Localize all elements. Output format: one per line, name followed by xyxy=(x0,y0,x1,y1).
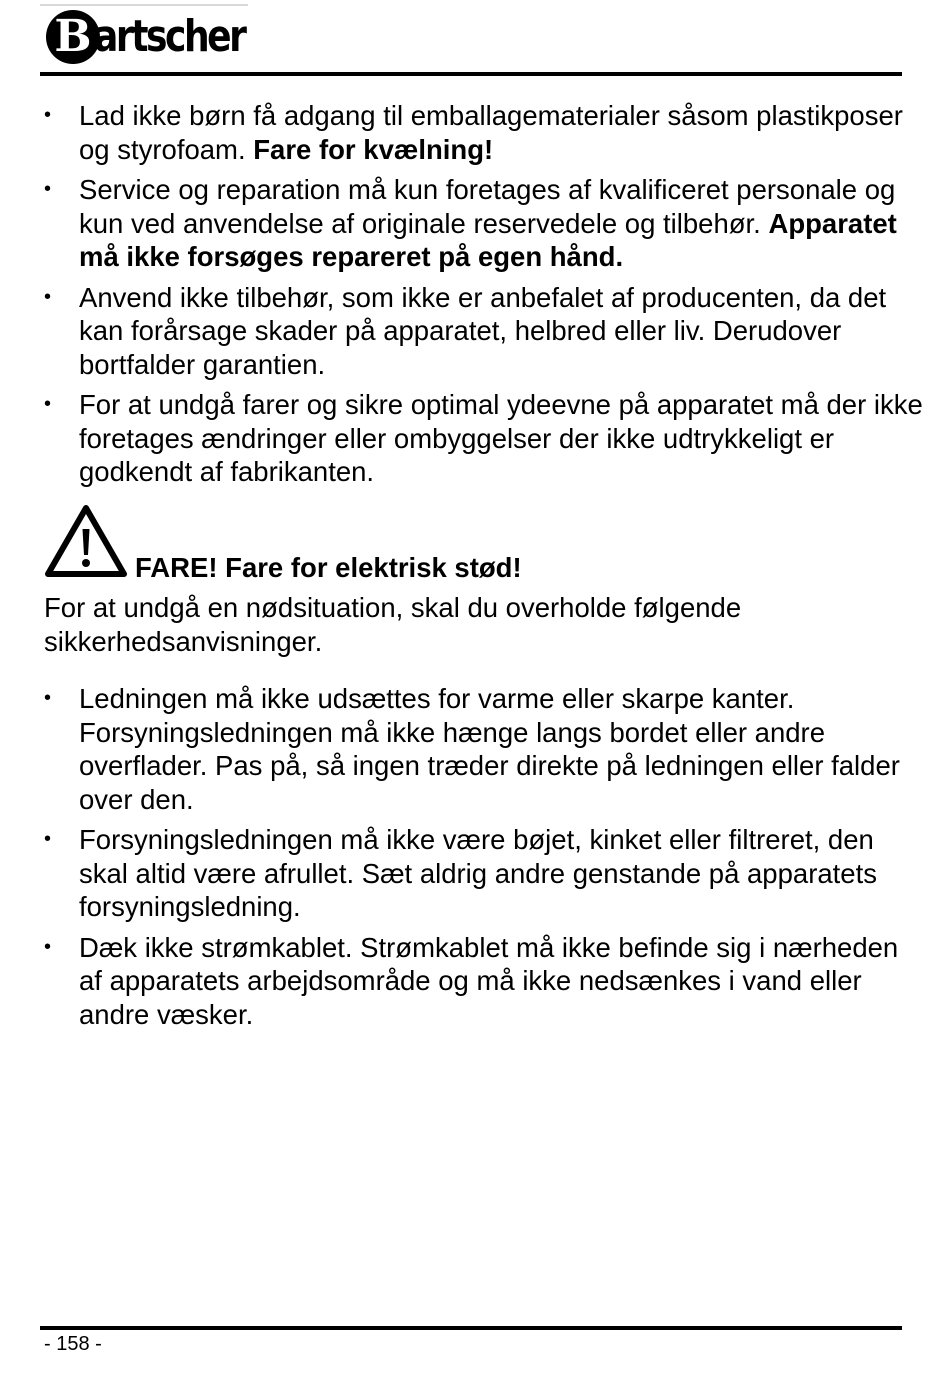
list-item: • Lad ikke børn få adgang til emballagematerialer såsom plastikposer og styrofoam. Fare for kvælning! xyxy=(44,99,924,166)
logo-b-emblem: B xyxy=(46,10,100,64)
list-item: • Ledningen må ikke udsættes for varme eller skarpe kanter. Forsyningsledningen må ikke hænge langs bordet eller andre overflader. Pas på, så ingen træder direkte på ledningen eller falder over den. xyxy=(44,682,924,816)
safety-list-general xyxy=(44,99,924,496)
page-header xyxy=(0,0,950,80)
brand-logo xyxy=(40,4,248,66)
header-rule xyxy=(40,72,902,76)
list-item: • For at undgå farer og sikre optimal ydeevne på apparatet må der ikke foretages ændringer eller ombyggelser der ikke udtrykkeligt er godkendt af fabrikanten. xyxy=(44,388,924,489)
logo-wordmark: artscher xyxy=(94,11,245,62)
list-item: • Anvend ikke tilbehør, som ikke er anbefalet af producenten, da det kan forårsage skader på apparatet, helbred eller liv. Derudover bortfalder garantien. xyxy=(44,281,924,382)
page-number: - 158 - xyxy=(44,1333,102,1355)
warning-intro: For at undgå en nødsituation, skal du overholde følgende sikkerhedsanvisninger. xyxy=(44,592,742,657)
logo-top-line xyxy=(40,4,248,6)
safety-list-cable xyxy=(44,682,924,1038)
list-item: • Service og reparation må kun foretages af kvalificeret personale og kun ved anvendelse af originale reservedele og tilbehør. Apparatet må ikke forsøges repareret på egen hånd. xyxy=(44,173,924,274)
warning-title: FARE! Fare for elektrisk stød! xyxy=(135,552,522,583)
warning-triangle-icon xyxy=(44,503,128,579)
list-item: • Dæk ikke strømkablet. Strømkablet må ikke befinde sig i nærheden af apparatets arbejdsområde og må ikke nedsænkes i vand eller andre væsker. xyxy=(44,931,924,1032)
footer-rule xyxy=(40,1326,902,1330)
list-item: • Forsyningsledningen må ikke være bøjet, kinket eller filtreret, den skal altid være afrullet. Sæt aldrig andre genstande på apparatets forsyningsledning. xyxy=(44,823,924,924)
